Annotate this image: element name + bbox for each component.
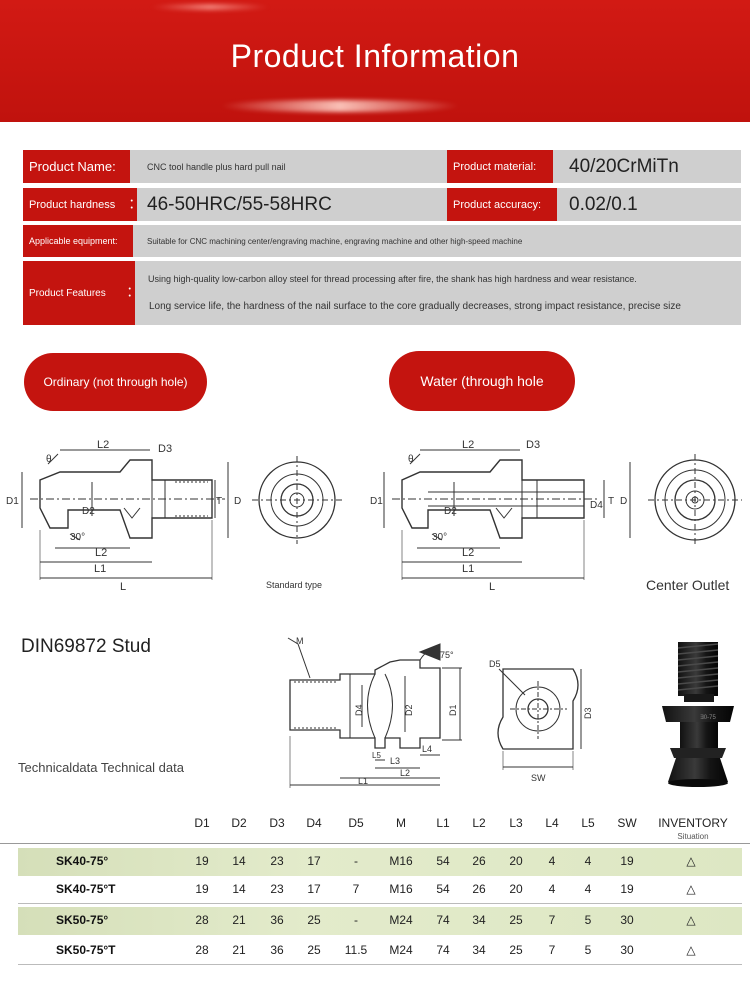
cell-l4: 4 (548, 854, 556, 868)
dim-label-l: L (120, 581, 127, 593)
col-header-inventory-sub: Situation (677, 832, 709, 841)
cell-l3: 25 (509, 913, 523, 927)
cell-sw: 30 (620, 943, 634, 957)
table-row (18, 876, 742, 904)
cell-d2: 14 (232, 854, 246, 868)
info-row-hardness (23, 188, 741, 221)
cell-d3: 36 (270, 913, 284, 927)
stud-engraving: ∃0-75 (700, 715, 716, 721)
row-name: SK50-75°T (56, 943, 116, 957)
row-name: SK40-75° (56, 854, 109, 868)
table-header (0, 808, 750, 844)
dim-label-d5: D5 (489, 659, 501, 669)
dim-label-d1: D1 (370, 496, 383, 507)
dim-label-t: T (216, 496, 223, 507)
inventory-triangle-icon: △ (686, 943, 696, 957)
dim-label-m: M (296, 636, 304, 646)
cell-d2: 14 (232, 882, 246, 896)
material-label: Product material: (447, 150, 553, 183)
features-line-1: Using high-quality low-carbon alloy steel for thread processing after fire, the shank has high hardness and wear resistance. (148, 274, 637, 284)
equipment-value: Suitable for CNC machining center/engraving machine, engraving machine and other high-speed machine (147, 236, 523, 246)
dim-label-l2: L2 (400, 768, 411, 778)
row-name: SK40-75°T (56, 882, 116, 896)
dim-label-d2: D2 (404, 704, 414, 716)
cell-d4: 25 (307, 943, 321, 957)
din-title: DIN69872 Stud (21, 636, 151, 657)
cell-sw: 19 (620, 854, 634, 868)
row-name: SK50-75° (56, 913, 109, 927)
cell-sw: 30 (620, 913, 634, 927)
center-outlet-stud-drawing (372, 430, 750, 600)
col-header-d2: D2 (231, 816, 247, 830)
dim-label-l2-top: L2 (97, 439, 110, 451)
dots-icon: • • (130, 197, 133, 212)
dim-label-d1: D1 (448, 704, 458, 716)
col-header-d3: D3 (269, 816, 285, 830)
cell-d4: 17 (307, 882, 321, 896)
dim-label-l: L (489, 581, 496, 593)
dim-label-l2-bottom: L2 (462, 547, 475, 559)
banner-glow-bottom (220, 100, 460, 112)
standard-type-caption: Standard type (266, 580, 323, 590)
dim-label-l4: L4 (422, 744, 433, 754)
dim-label-d: D (234, 496, 242, 507)
cell-l1: 54 (436, 882, 450, 896)
cell-d4: 17 (307, 854, 321, 868)
cell-l2: 34 (472, 913, 486, 927)
dim-label-l5: L5 (372, 751, 381, 760)
col-header-d1: D1 (194, 816, 210, 830)
info-row-name (23, 150, 741, 183)
cell-l2: 26 (472, 854, 486, 868)
cell-d5: - (354, 854, 358, 868)
cell-d1: 28 (195, 913, 209, 927)
cell-d1: 19 (195, 882, 209, 896)
cell-l3: 20 (509, 882, 523, 896)
header-banner (0, 0, 750, 122)
cell-l2: 26 (472, 882, 486, 896)
cell-d1: 28 (195, 943, 209, 957)
cell-d4: 25 (307, 913, 321, 927)
col-header-l3: L3 (509, 816, 523, 830)
banner-glow-top (150, 4, 270, 10)
accuracy-label: Product accuracy: (447, 188, 557, 221)
dim-label-d: D (620, 496, 628, 507)
dim-label-d3: D3 (158, 443, 173, 455)
page-title: Product Information (230, 38, 520, 74)
cell-sw: 19 (620, 882, 634, 896)
dim-label-l3: L3 (390, 756, 401, 766)
technical-data-caption: Technicaldata Technical data (18, 760, 184, 775)
cell-l5: 4 (584, 854, 592, 868)
table-row (18, 937, 742, 965)
cell-d3: 23 (270, 882, 284, 896)
cell-l4: 4 (548, 882, 556, 896)
dim-label-l1: L1 (358, 776, 369, 786)
cell-d2: 21 (232, 943, 246, 957)
din-stud-side-drawing (280, 630, 480, 790)
dim-label-theta: θ (46, 454, 52, 465)
pull-stud-photo (648, 636, 740, 801)
dots-icon: • • (128, 286, 131, 300)
cell-d3: 36 (270, 943, 284, 957)
dim-label-d3: D3 (583, 707, 593, 719)
col-header-m: M (396, 816, 406, 830)
dim-label-l1: L1 (462, 563, 475, 575)
col-header-l4: L4 (545, 816, 559, 830)
dim-label-l1: L1 (94, 563, 107, 575)
col-header-l5: L5 (581, 816, 595, 830)
cell-l2: 34 (472, 943, 486, 957)
dim-label-sw: SW (531, 773, 546, 783)
cell-l1: 74 (436, 913, 450, 927)
features-label (23, 261, 135, 325)
dim-label-d4: D4 (590, 500, 603, 511)
equipment-label: Applicable equipment: (23, 225, 133, 257)
cell-l3: 20 (509, 854, 523, 868)
cell-d1: 19 (195, 854, 209, 868)
cell-m: M16 (389, 882, 413, 896)
cell-d2: 21 (232, 913, 246, 927)
features-line-2: Long service life, the hardness of the nail surface to the core gradually decreases, strong impact resistance, precise size (149, 300, 681, 312)
ordinary-type-badge: Ordinary (not through hole) (24, 353, 207, 411)
cell-d5: 7 (352, 882, 360, 896)
cell-m: M24 (389, 913, 413, 927)
accuracy-value: 0.02/0.1 (569, 193, 638, 215)
product-name-value: CNC tool handle plus hard pull nail (147, 161, 286, 172)
dim-label-d3: D3 (526, 439, 541, 451)
material-value: 40/20CrMiTn (569, 155, 679, 177)
info-row-equipment (23, 225, 741, 257)
col-header-l2: L2 (472, 816, 486, 830)
cell-d5: - (354, 913, 358, 927)
inventory-triangle-icon: △ (686, 913, 696, 927)
dim-label-d2: D2 (82, 506, 95, 517)
cell-l5: 4 (584, 882, 592, 896)
hardness-value: 46-50HRC/55-58HRC (147, 193, 332, 215)
dim-label-d4: D4 (354, 704, 364, 716)
dim-label-30deg: 30° (70, 532, 86, 543)
dim-label-75deg: 75° (440, 650, 454, 660)
features-label-text: Product Features (29, 287, 106, 299)
cell-l4: 7 (548, 943, 556, 957)
table-row (18, 848, 742, 876)
cell-l5: 5 (584, 943, 592, 957)
col-header-sw: SW (617, 816, 637, 830)
cell-m: M16 (389, 854, 413, 868)
dim-label-t: T (608, 496, 615, 507)
dim-label-theta: θ (408, 454, 414, 465)
info-row-features (23, 261, 741, 325)
dim-label-30deg: 30° (432, 532, 448, 543)
dim-label-d2: D2 (444, 506, 457, 517)
dim-label-l2-bottom: L2 (95, 547, 108, 559)
cell-l3: 25 (509, 943, 523, 957)
hardness-label (23, 188, 137, 221)
din-stud-end-drawing (485, 655, 605, 785)
cell-l1: 54 (436, 854, 450, 868)
cell-l5: 5 (584, 913, 592, 927)
dim-label-l2-top: L2 (462, 439, 475, 451)
product-name-label: Product Name: (23, 150, 130, 183)
cell-d3: 23 (270, 854, 284, 868)
col-header-d5: D5 (348, 816, 364, 830)
col-header-inventory: INVENTORY (658, 816, 728, 830)
inventory-triangle-icon: △ (686, 854, 696, 868)
center-outlet-caption: Center Outlet (646, 577, 730, 593)
cell-m: M24 (389, 943, 413, 957)
dim-label-d1: D1 (6, 496, 19, 507)
cell-l4: 7 (548, 913, 556, 927)
col-header-d4: D4 (306, 816, 322, 830)
cell-l1: 74 (436, 943, 450, 957)
table-row (18, 907, 742, 935)
col-header-l1: L1 (436, 816, 450, 830)
water-type-badge: Water (through hole (389, 351, 575, 411)
hardness-label-text: Product hardness (29, 198, 116, 211)
inventory-triangle-icon: △ (686, 882, 696, 896)
standard-stud-drawing (0, 430, 375, 600)
cell-d5: 11.5 (344, 943, 368, 957)
